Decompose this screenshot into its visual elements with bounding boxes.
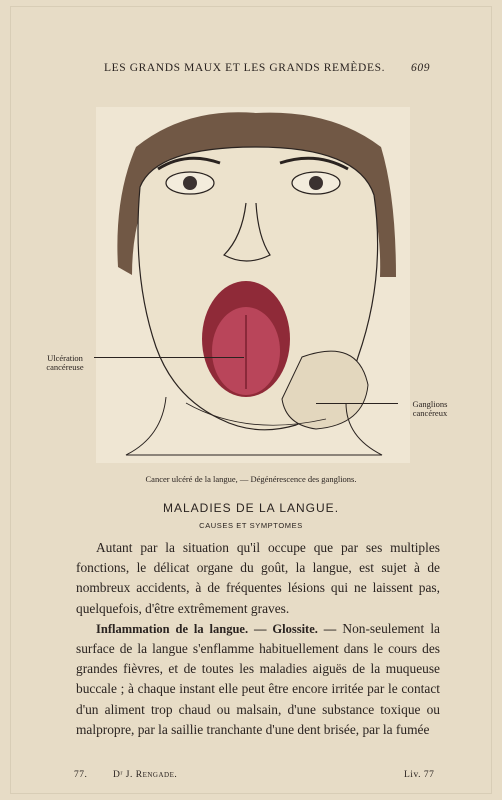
illustration-plate <box>96 107 410 463</box>
figure-label-ulceration: Ulcération cancéreuse <box>46 353 84 372</box>
footer-sheet-number: 77. <box>74 770 88 780</box>
running-head <box>0 62 502 78</box>
footer-author: Dʳ J. Rengade. <box>113 770 178 780</box>
left-pupil <box>183 176 197 190</box>
face-illustration <box>96 107 410 463</box>
right-pupil <box>309 176 323 190</box>
figure-caption: Cancer ulcéré de la langue, — Dégénérescence des ganglions. <box>145 474 357 484</box>
left-leader-line <box>94 357 244 358</box>
right-leader-line <box>316 403 398 404</box>
paragraph-intro: Autant par la situation qu'il occupe que par ses multiples fonctions, le délicat organe du goût, la langue, est sujet à de nombreux accidents, à de fréquentes lésions qui ne laissent pas, quelquefois, d'être extrêmement graves. <box>76 540 440 616</box>
figure-label-ganglions: Ganglions cancéreux <box>412 399 448 418</box>
page-footer <box>0 770 502 784</box>
running-head-title: LES GRANDS MAUX ET LES GRANDS REMÈDES. <box>104 62 386 74</box>
paragraph-glossite-text: Non-seulement la surface de la langue s'enflamme habituellement dans le cours des grandes fièvres, et de toutes les maladies aiguës de la muqueuse buccale ; à chaque instant elle peut être encore irritée par le contact d'un aliment trop chaud ou malsain, d'une substance toxique ou malpropre, par la saillie tranchante d'une dent brisée, par la fumée <box>76 620 440 737</box>
body-text <box>76 538 440 740</box>
footer-livraison: Liv. 77 <box>404 770 435 780</box>
paragraph-glossite-label: Inflammation de la langue. — Glossite. — <box>96 621 337 636</box>
page-number: 609 <box>411 62 431 74</box>
section-subtitle: CAUSES ET SYMPTOMES <box>199 521 303 530</box>
section-title: MALADIES DE LA LANGUE. <box>162 501 340 515</box>
paragraph-glossite <box>76 619 440 740</box>
